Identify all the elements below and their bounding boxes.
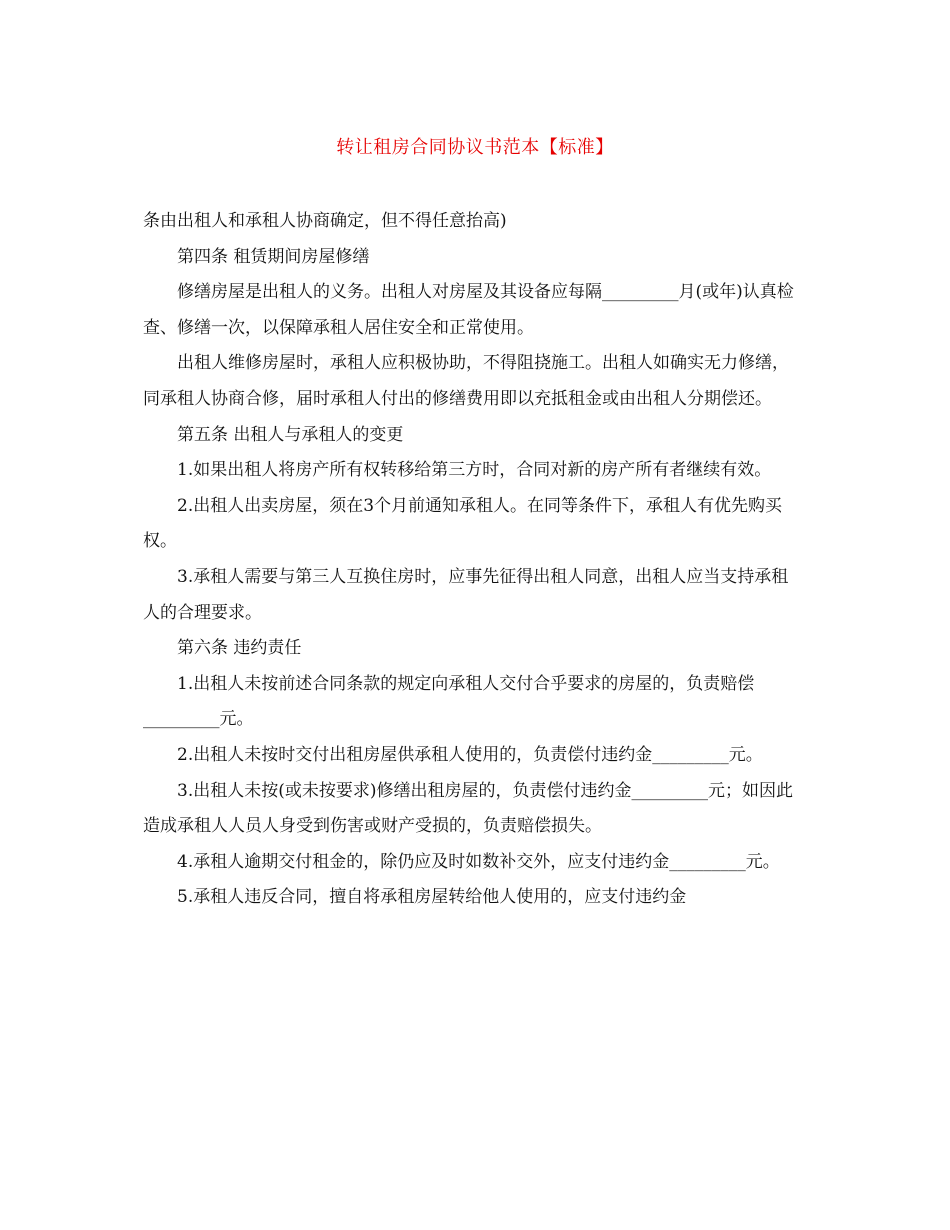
document-paragraph: 1.如果出租人将房产所有权转移给第三方时，合同对新的房产所有者继续有效。 (177, 460, 772, 481)
document-title: 转让租房合同协议书范本【标准】 (336, 137, 614, 158)
document-paragraph: 第四条 租赁期间房屋修缮 (177, 246, 370, 267)
document-paragraph: 1.出租人未按前述合同条款的规定向承租人交付合乎要求的房屋的，负责赔偿_________元。 (143, 673, 755, 730)
document-paragraph: 3.承租人需要与第三人互换住房时，应事先征得出租人同意，出租人应当支持承租人的合理要求。 (143, 566, 789, 623)
document-paragraph: 2.出租人出卖房屋，须在3个月前通知承租人。在同等条件下，承租人有优先购买权。 (143, 495, 783, 552)
document-paragraph: 2.出租人未按时交付出租房屋供承租人使用的，负责偿付违约金_________元。 (177, 744, 763, 765)
document-body (143, 204, 805, 916)
document-paragraph: 第六条 违约责任 (177, 638, 302, 659)
document-paragraph: 条由出租人和承租人协商确定，但不得任意抬高) (143, 211, 507, 231)
document-paragraph: 修缮房屋是出租人的义务。出租人对房屋及其设备应每隔_________月(或年)认真检查、修缮一次，以保障承租人居住安全和正常使用。 (143, 282, 794, 338)
document-paragraph: 5.承租人违反合同，擅自将承租房屋转给他人使用的，应支付违约金 (177, 887, 687, 908)
document-paragraph: 第五条 出租人与承租人的变更 (177, 424, 404, 445)
document-paragraph: 3.出租人未按(或未按要求)修缮出租房屋的，负责偿付违约金_________元；如因此造成承租人人员人身受到伤害或财产受损的，负责赔偿损失。 (143, 780, 793, 837)
document-paragraph: 4.承租人逾期交付租金的，除仍应及时如数补交外，应支付违约金_________元。 (177, 851, 780, 872)
document-paragraph: 出租人维修房屋时，承租人应积极协助，不得阻挠施工。出租人如确实无力修缮，同承租人协商合修，届时承租人付出的修缮费用即以充抵租金或由出租人分期偿还。 (143, 353, 789, 409)
